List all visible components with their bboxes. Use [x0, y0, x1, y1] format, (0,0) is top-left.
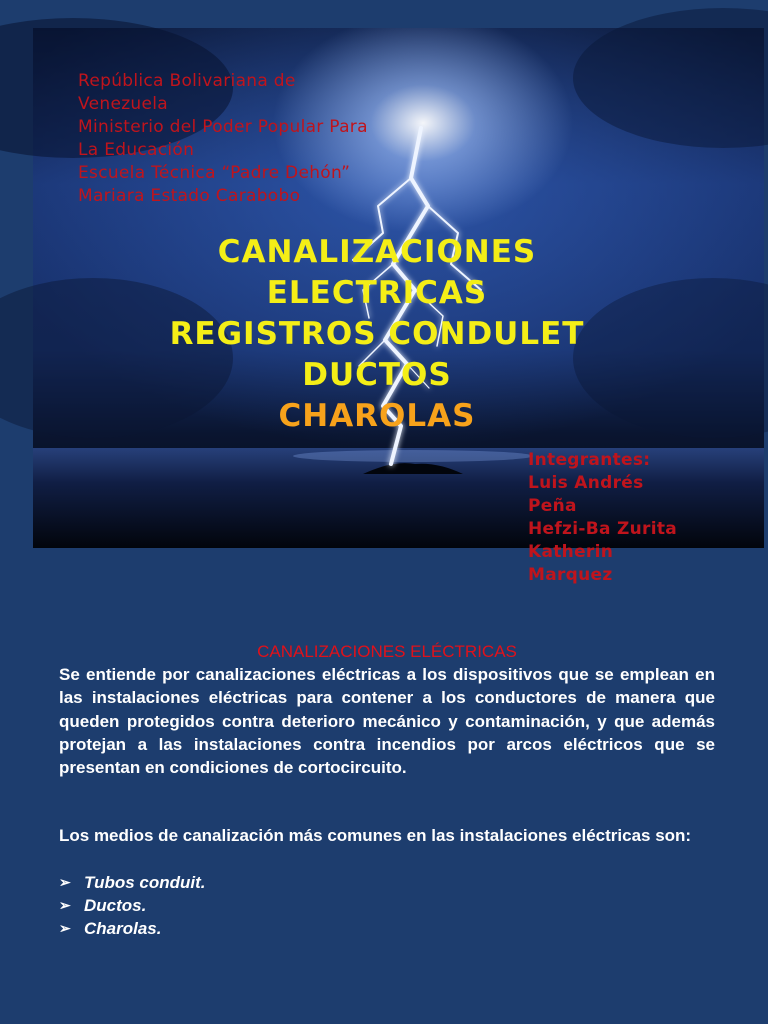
list-item-label: Charolas. — [84, 918, 162, 938]
list-item-label: Ductos. — [84, 895, 147, 915]
institution-line: Escuela Técnica “Padre Dehón” — [78, 163, 351, 183]
institution-header — [78, 70, 368, 208]
list-item — [59, 917, 715, 940]
institution-line: República Bolivariana de — [78, 71, 296, 91]
title-line: CANALIZACIONES — [217, 234, 537, 270]
team-members — [528, 449, 728, 585]
team-member-line: Luis Andrés — [528, 473, 644, 493]
institution-line: Ministerio del Poder Popular Para — [78, 117, 368, 137]
team-member-line: Peña — [528, 496, 577, 516]
team-member-line: Hefzi-Ba Zurita — [528, 519, 678, 539]
list-item-label: Tubos conduit. — [84, 872, 206, 892]
canalization-means-list — [59, 871, 715, 940]
arrow-bullet-icon: ➢ — [59, 873, 71, 890]
cover-title — [33, 232, 721, 437]
list-item — [59, 894, 715, 917]
content-slide — [59, 640, 715, 940]
institution-line: Mariara Estado Carabobo — [78, 186, 301, 206]
title-line: DUCTOS — [302, 357, 452, 393]
list-item — [59, 871, 715, 894]
section-title: CANALIZACIONES ELÉCTRICAS — [257, 642, 517, 661]
definition-paragraph: Se entiende por canalizaciones eléctricas a los dispositivos que se emplean en las instalaciones eléctricas para contener a los conductores de manera que queden protegidos contra deterioro mecánico y contaminación, y que además protejan a las instalaciones contra incendios por arcos eléctricos que se presentan en condiciones de cortocircuito. — [59, 665, 715, 778]
team-heading: Integrantes: — [528, 450, 651, 470]
arrow-bullet-icon: ➢ — [59, 919, 71, 936]
intro-paragraph: Los medios de canalización más comunes en las instalaciones eléctricas son: — [59, 826, 692, 846]
title-line: REGISTROS CONDULET — [169, 316, 585, 352]
institution-line: La Educación — [78, 140, 195, 160]
institution-line: Venezuela — [78, 94, 168, 114]
arrow-bullet-icon: ➢ — [59, 896, 71, 913]
title-line: ELECTRICAS — [266, 275, 488, 311]
title-highlight: CHAROLAS — [278, 398, 476, 434]
cover-slide — [33, 28, 764, 585]
team-member-line: Katherin — [528, 542, 614, 562]
team-member-line: Marquez — [528, 565, 613, 585]
